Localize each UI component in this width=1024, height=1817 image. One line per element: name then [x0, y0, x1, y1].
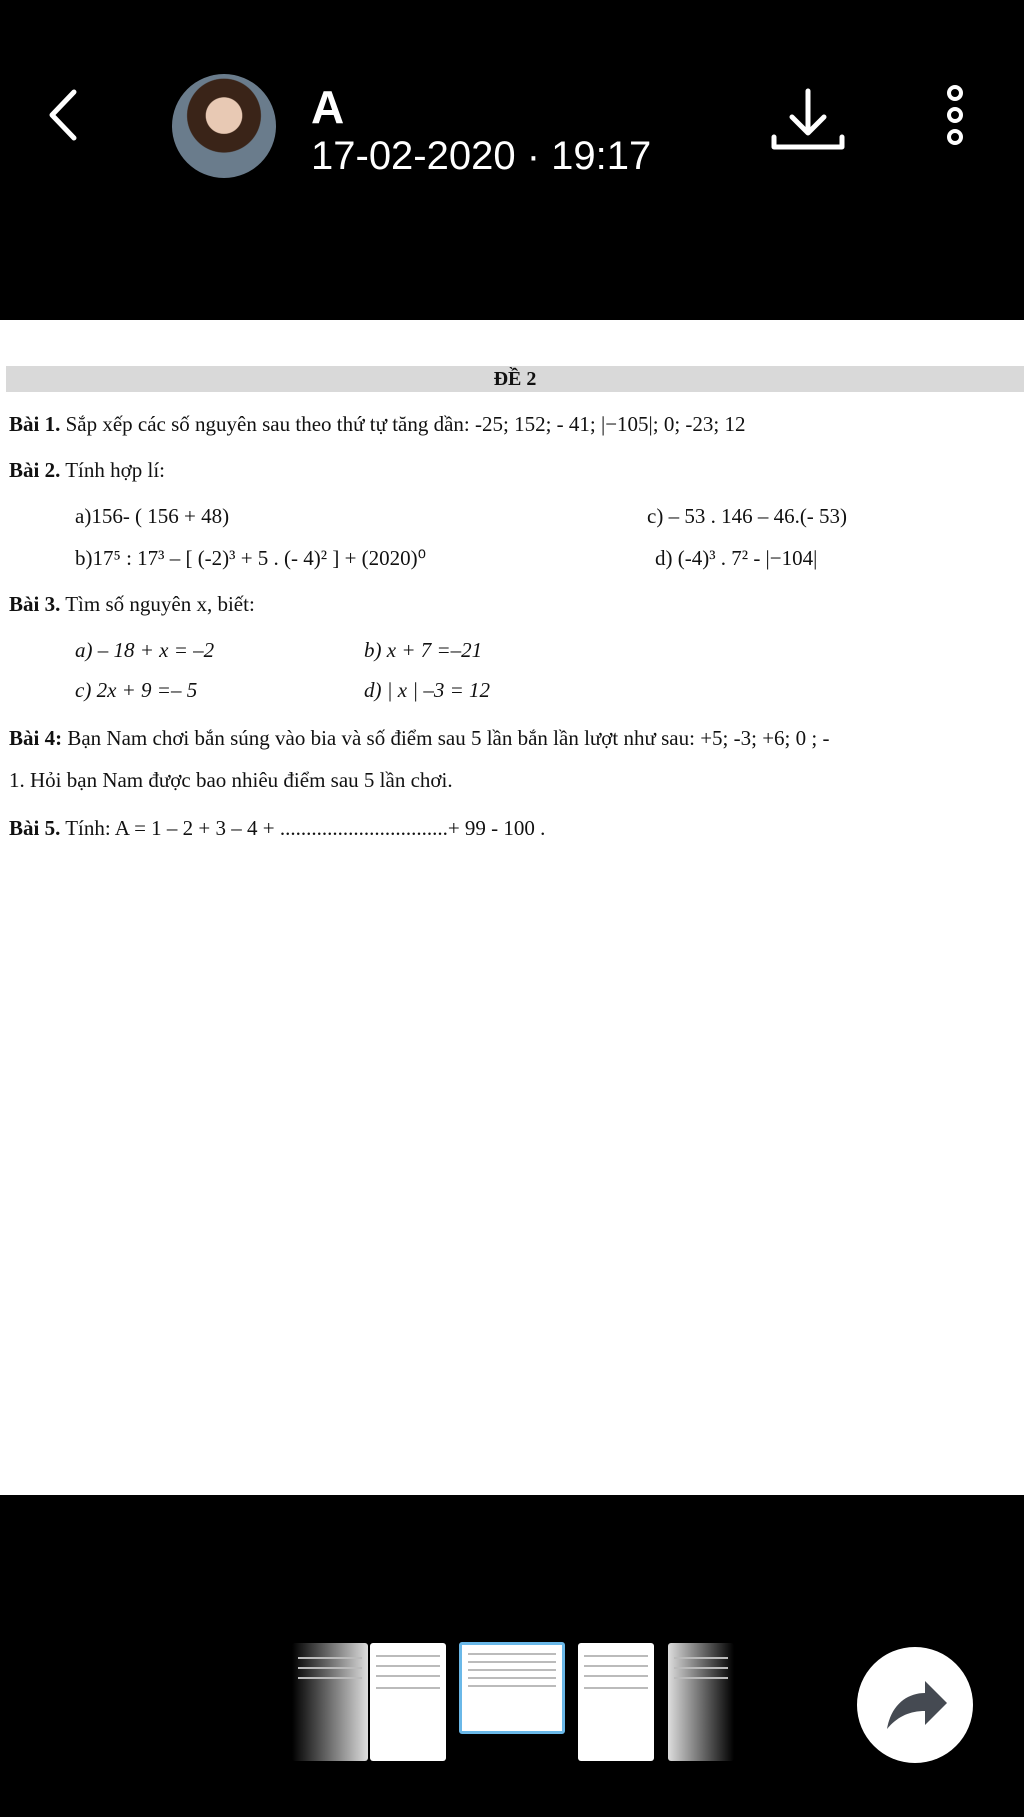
download-button[interactable]: [770, 85, 846, 155]
download-icon: [770, 85, 846, 155]
bai1-line: [9, 412, 746, 437]
bai1-label: Bài 1.: [9, 412, 61, 436]
bai2-item-a: a)156- ( 156 + 48): [75, 504, 230, 528]
message-timestamp: 17-02-2020 · 19:17: [311, 134, 652, 178]
thumbnail-page-5[interactable]: [668, 1643, 734, 1761]
bai2-line: [9, 458, 165, 483]
share-arrow-icon: [857, 1647, 973, 1763]
bai2-item-d: d) (-4)³ . 7² - |−104|: [655, 546, 818, 570]
bai3-line: [9, 592, 255, 617]
bai4-text: Bạn Nam chơi bắn súng vào bia và số điểm sau 5 lần bắn lần lượt như sau: +5; -3; +6; 0 ; -: [67, 726, 830, 750]
bai4-line: [9, 726, 829, 751]
bai4-label: Bài 4:: [9, 726, 63, 750]
bai5-label: Bài 5.: [9, 816, 61, 840]
bai4-continuation: 1. Hỏi bạn Nam được bao nhiêu điểm sau 5 lần chơi.: [9, 768, 453, 792]
thumbnail-page-1[interactable]: [292, 1643, 368, 1761]
chevron-left-icon: [36, 80, 96, 150]
viewer-header: [0, 0, 1024, 320]
share-button[interactable]: [857, 1647, 973, 1763]
thumbnail-page-2[interactable]: [370, 1643, 446, 1761]
thumbnail-strip: [0, 1495, 1024, 1817]
title-bar: [6, 366, 1024, 392]
document-page: [0, 320, 1024, 1495]
sender-name: A: [311, 81, 345, 133]
bai3-label: Bài 3.: [9, 592, 61, 616]
bai3-text: Tìm số nguyên x, biết:: [65, 592, 255, 616]
bai3-item-d: d) | x | –3 = 12: [364, 678, 491, 702]
bai3-item-b: b) x + 7 =–21: [364, 638, 483, 662]
more-options-button[interactable]: [940, 82, 970, 152]
bai2-label: Bài 2.: [9, 458, 61, 482]
thumbnail-page-4[interactable]: [578, 1643, 654, 1761]
more-vertical-icon: [940, 82, 970, 152]
bai3-item-a: a) – 18 + x = –2: [75, 638, 215, 662]
avatar: [172, 74, 276, 178]
bai1-text: Sắp xếp các số nguyên sau theo thứ tự tăng dần: -25; 152; - 41; |−105|; 0; -23; 12: [65, 412, 746, 436]
bai2-text: Tính hợp lí:: [65, 458, 165, 482]
bai3-item-c: c) 2x + 9 =– 5: [75, 678, 198, 702]
document-title: ĐỀ 2: [493, 368, 537, 390]
bai5-line: [9, 816, 545, 841]
thumbnail-page-3[interactable]: [459, 1642, 565, 1734]
back-button[interactable]: [36, 80, 96, 150]
bai2-item-c: c) – 53 . 146 – 46.(- 53): [647, 504, 848, 528]
bai2-item-b: b)17⁵ : 17³ – [ (-2)³ + 5 . (- 4)² ] + (2020)⁰: [75, 546, 427, 570]
bai5-text: Tính: A = 1 – 2 + 3 – 4 + ................................+ 99 - 100 .: [65, 816, 546, 840]
